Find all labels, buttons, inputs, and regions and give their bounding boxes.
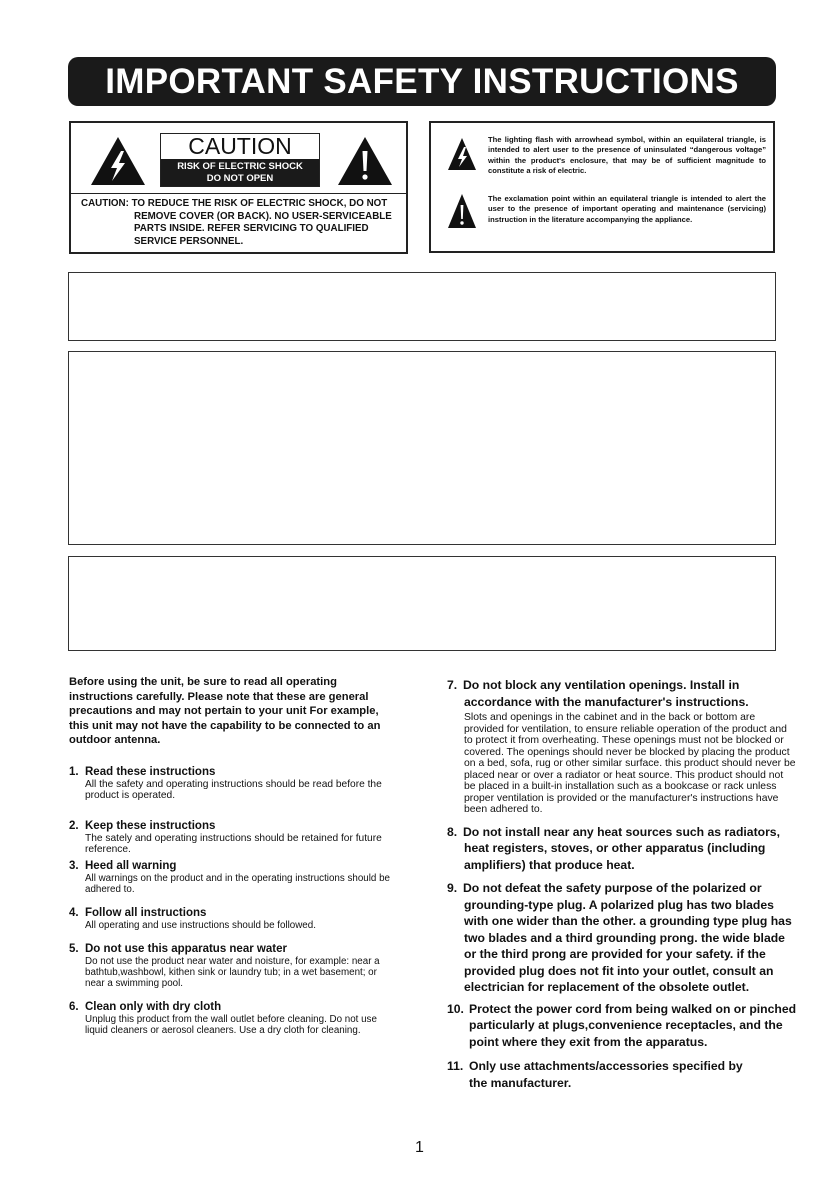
item-number: 10. bbox=[447, 1001, 464, 1016]
blank-notice-box-2 bbox=[68, 351, 776, 545]
caution-panel bbox=[69, 121, 408, 254]
list-item bbox=[447, 1001, 797, 1051]
item-number: 7. bbox=[447, 678, 458, 692]
list-item bbox=[447, 677, 797, 816]
item-number: 11. bbox=[447, 1059, 464, 1073]
left-column bbox=[69, 675, 399, 1036]
item-body: Unplug this product from the wall outlet before cleaning. Do not use liquid cleaners or aerosol cleaners. Use a dry cloth for cleaning. bbox=[85, 1013, 377, 1036]
risk-banner bbox=[161, 159, 319, 186]
caution-word: CAUTION bbox=[188, 133, 292, 159]
lightning-symbol-text: The lighting flash with arrowhead symbol, within an equilateral triangle, is intended to alert user to the presence of uninsulated “dangerous voltage” within the product's enclosure, that may be of sufficient magnitude to constitute a risk of electric. bbox=[488, 135, 766, 176]
item-number: 8. bbox=[447, 824, 458, 839]
caution-divider bbox=[71, 193, 406, 194]
page-number: 1 bbox=[415, 1139, 424, 1156]
item-heading: Read these instructions bbox=[85, 765, 216, 778]
item-heading: Do not install near any heat sources such as radiators, heat registers, stoves, or other apparatus (including amplifiers) that produce heat. bbox=[463, 824, 780, 872]
item-body: All warnings on the product and in the operating instructions should be adhered to. bbox=[85, 872, 390, 895]
item-number: 6. bbox=[69, 1000, 79, 1013]
symbol-explanation-panel bbox=[429, 121, 775, 253]
exclamation-warning-icon bbox=[336, 135, 394, 187]
item-body: Do not use the product near water and noisture, for example: near a bathtub,washbowl, kithen sink or laundry tub; in a wet basement; or near a swimming pool. bbox=[85, 955, 380, 989]
right-column bbox=[447, 677, 797, 1091]
caution-notice: CAUTION: TO REDUCE THE RISK OF ELECTRIC SHOCK, DO NOT REMOVE COVER (OR BACK). NO USER-SERVICEABLE PARTS INSIDE. REFER SERVICING TO QUALIFIED SERVICE PERSONNEL. bbox=[81, 198, 392, 247]
exclamation-symbol-icon bbox=[447, 193, 477, 229]
lightning-symbol-icon bbox=[447, 137, 477, 171]
intro-paragraph: Before using the unit, be sure to read all operating instructions carefully. Please note that these are general precautions and may not pertain to your unit For example, this unit may not have the capability to be connected to an outdoor antenna. bbox=[69, 676, 381, 747]
risk-line-2: DO NOT OPEN bbox=[206, 173, 274, 184]
item-heading: Heed all warning bbox=[85, 859, 177, 872]
list-item bbox=[447, 1058, 797, 1091]
item-number: 9. bbox=[447, 881, 458, 895]
list-item bbox=[69, 1000, 399, 1036]
item-body: All operating and use instructions should be followed. bbox=[85, 919, 316, 931]
page-title: IMPORTANT SAFETY INSTRUCTIONS bbox=[68, 57, 776, 106]
item-body: All the safety and operating instructions should be read before the product is operated. bbox=[85, 778, 382, 802]
item-body: The sately and operating instructions should be retained for future reference. bbox=[85, 832, 382, 856]
item-number: 1. bbox=[69, 765, 79, 778]
item-number: 4. bbox=[69, 906, 79, 919]
list-item bbox=[447, 880, 797, 996]
item-heading: Do not use this apparatus near water bbox=[85, 942, 287, 955]
risk-line-1: RISK OF ELECTRIC SHOCK bbox=[177, 161, 303, 172]
list-item bbox=[69, 765, 399, 802]
item-heading: Clean only with dry cloth bbox=[85, 1000, 222, 1013]
list-item bbox=[69, 819, 399, 856]
item-number: 5. bbox=[69, 942, 79, 955]
item-heading: Only use attachments/accessories specified by the manufacturer. bbox=[469, 1059, 743, 1090]
list-item bbox=[69, 906, 399, 931]
caution-label bbox=[160, 133, 320, 187]
item-heading: Do not defeat the safety purpose of the polarized or grounding-type plug. A polarized plug has two blades with one wider than the other. a grounding type plug has two blades and a third grounding prong. the wide blade or the third prong are provided for your safety. if the provided plug does not fit into your outlet, consult an electrician for replacement of the obsolete outlet. bbox=[463, 881, 792, 994]
list-item bbox=[69, 942, 399, 989]
item-heading: Keep these instructions bbox=[85, 819, 216, 832]
item-heading: Follow all instructions bbox=[85, 906, 207, 919]
blank-notice-box-3 bbox=[68, 556, 776, 651]
item-heading: Do not block any ventilation openings. Install in accordance with the manufacturer's instructions. bbox=[463, 678, 749, 709]
list-item bbox=[69, 859, 399, 895]
item-number: 2. bbox=[69, 819, 79, 832]
item-body: Slots and openings in the cabinet and in the back or bottom are provided for ventilation, to ensure reliable operation of the product and to protect it from overheating. These openings must not be blocked or covered. The openings should never be blocked by placing the product on a bed, sofa, rug or other similar surface. this product should never be placed near or over a radiator or heat source. This product should not be placed in a built-in installation such as a bookcase or rack unless proper ventilation is provided or the manufacturer's instructions have been adhered to. bbox=[464, 712, 796, 815]
lightning-warning-icon bbox=[89, 135, 147, 187]
blank-notice-box-1 bbox=[68, 272, 776, 341]
list-item bbox=[447, 824, 797, 874]
exclamation-symbol-text: The exclamation point within an equilateral triangle is intended to alert the user to the presence of important operating and maintenance (servicing) instruction in the literature accompanying the appliance. bbox=[488, 194, 766, 224]
item-number: 3. bbox=[69, 859, 79, 872]
item-heading: Protect the power cord from being walked on or pinched particularly at plugs,convenience receptacles, and the point where they exit from the apparatus. bbox=[469, 1001, 797, 1049]
